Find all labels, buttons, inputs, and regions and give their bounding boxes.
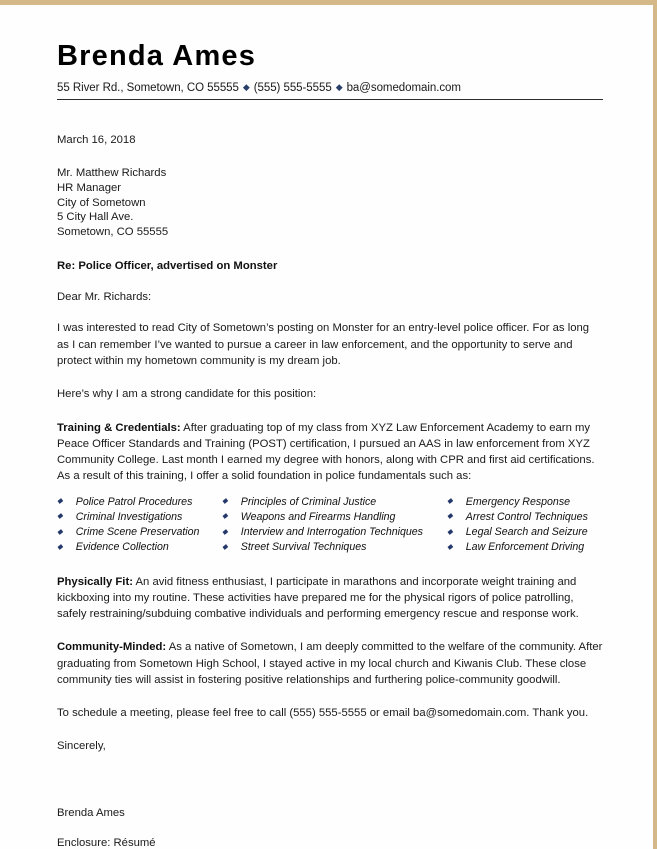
skill-item <box>57 526 222 538</box>
diamond-bullet-icon: ◆ <box>57 541 63 551</box>
diamond-bullet-icon: ◆ <box>447 496 453 506</box>
contact-phone: (555) 555-5555 <box>253 82 332 95</box>
skill-item <box>57 496 222 508</box>
closing-paragraph: To schedule a meeting, please feel free to call (555) 555-5555 or email ba@somedomain.com. Thank you. <box>57 707 589 720</box>
diamond-bullet-icon: ◆ <box>57 526 63 536</box>
salutation: Dear Mr. Richards: <box>57 291 152 304</box>
recipient-address <box>57 166 603 239</box>
header-divider <box>57 99 603 100</box>
skill-label: Emergency Response <box>465 495 571 508</box>
contact-email: ba@somedomain.com <box>346 82 461 95</box>
diamond-bullet-icon: ◆ <box>222 526 228 536</box>
page-title: Brenda Ames <box>57 40 257 72</box>
section-label: Physically Fit: <box>57 575 133 588</box>
section-text: An avid fitness enthusiast, I participate in marathons and incorporate weight training and kickboxing into my routine. These activities have prepared me for the physical rigors of police patrolling, safely restraining/subduing combative individuals and performing emergency rescue and response work. <box>57 575 579 621</box>
skill-label: Principles of Criminal Justice <box>240 495 377 508</box>
list-item <box>57 526 603 541</box>
list-item <box>57 511 603 526</box>
section-text: After graduating top of my class from XYZ Law Enforcement Academy to earn my Peace Officer Standards and Training (POST) certification, I pursued an AAS in law enforcement from XYZ Community College. Last month I earned my degree with honors, along with CPR and first aid certifications. As a result of this training, I offer a solid foundation in police fundamentals such as: <box>57 421 595 483</box>
skill-label: Crime Scene Preservation <box>75 526 200 539</box>
diamond-bullet-icon: ◆ <box>242 82 250 93</box>
skill-label: Law Enforcement Driving <box>465 541 585 554</box>
diamond-bullet-icon: ◆ <box>335 82 343 93</box>
diamond-bullet-icon: ◆ <box>222 511 228 521</box>
skill-label: Interview and Interrogation Techniques <box>240 526 423 539</box>
skill-item <box>447 526 603 538</box>
recipient-organization: City of Sometown <box>57 196 146 209</box>
contact-line <box>57 82 603 94</box>
list-item <box>57 541 603 556</box>
signature-name: Brenda Ames <box>57 806 125 819</box>
section-training-credentials <box>57 420 603 485</box>
section-label: Training & Credentials: <box>57 421 181 434</box>
diamond-bullet-icon: ◆ <box>222 541 228 551</box>
lead-in-paragraph: Here’s why I am a strong candidate for this position: <box>57 388 317 401</box>
skill-item <box>57 511 222 523</box>
skill-label: Legal Search and Seizure <box>465 526 588 539</box>
skill-label: Weapons and Firearms Handling <box>240 510 396 523</box>
sign-off: Sincerely, <box>57 739 106 752</box>
skill-item <box>222 541 447 553</box>
skill-item <box>57 541 222 553</box>
recipient-street: 5 City Hall Ave. <box>57 211 134 224</box>
skill-label: Arrest Control Techniques <box>465 510 588 523</box>
skill-item <box>447 541 603 553</box>
diamond-bullet-icon: ◆ <box>222 496 228 506</box>
skill-label: Police Patrol Procedures <box>75 495 193 508</box>
recipient-name: Mr. Matthew Richards <box>57 167 167 180</box>
diamond-bullet-icon: ◆ <box>447 541 453 551</box>
skill-label: Street Survival Techniques <box>240 541 367 554</box>
list-item <box>57 496 603 511</box>
section-label: Community-Minded: <box>57 641 167 654</box>
letter-content <box>57 5 603 849</box>
skill-label: Evidence Collection <box>75 541 169 554</box>
subject-line: Re: Police Officer, advertised on Monster <box>57 260 278 273</box>
section-text: As a native of Sometown, I am deeply committed to the welfare of the community. After graduating from Sometown High School, I stayed active in my local church and Kiwanis Club. These close community ties will assist in fostering positive relationships and furthering police-community goodwill. <box>57 641 603 687</box>
recipient-city-state-zip: Sometown, CO 55555 <box>57 225 169 238</box>
section-physically-fit <box>57 574 603 623</box>
skill-item <box>222 511 447 523</box>
diamond-bullet-icon: ◆ <box>447 511 453 521</box>
diamond-bullet-icon: ◆ <box>447 526 453 536</box>
section-community-minded <box>57 639 603 688</box>
enclosure-note: Enclosure: Résumé <box>57 836 156 849</box>
skill-label: Criminal Investigations <box>75 510 183 523</box>
skill-item <box>447 511 603 523</box>
skills-list <box>57 496 603 557</box>
skill-item <box>222 496 447 508</box>
contact-address: 55 River Rd., Sometown, CO 55555 <box>57 82 239 95</box>
recipient-title: HR Manager <box>57 182 122 195</box>
diamond-bullet-icon: ◆ <box>57 496 63 506</box>
skill-item <box>447 496 603 508</box>
skill-item <box>222 526 447 538</box>
letter-date: March 16, 2018 <box>57 134 136 147</box>
opening-paragraph: I was interested to read City of Sometown’s posting on Monster for an entry-level police officer. For as long as I can remember I’ve wanted to pursue a career in law enforcement, and the opportunity to serve and protect within my hometown community is my dream job. <box>57 322 590 367</box>
diamond-bullet-icon: ◆ <box>57 511 63 521</box>
